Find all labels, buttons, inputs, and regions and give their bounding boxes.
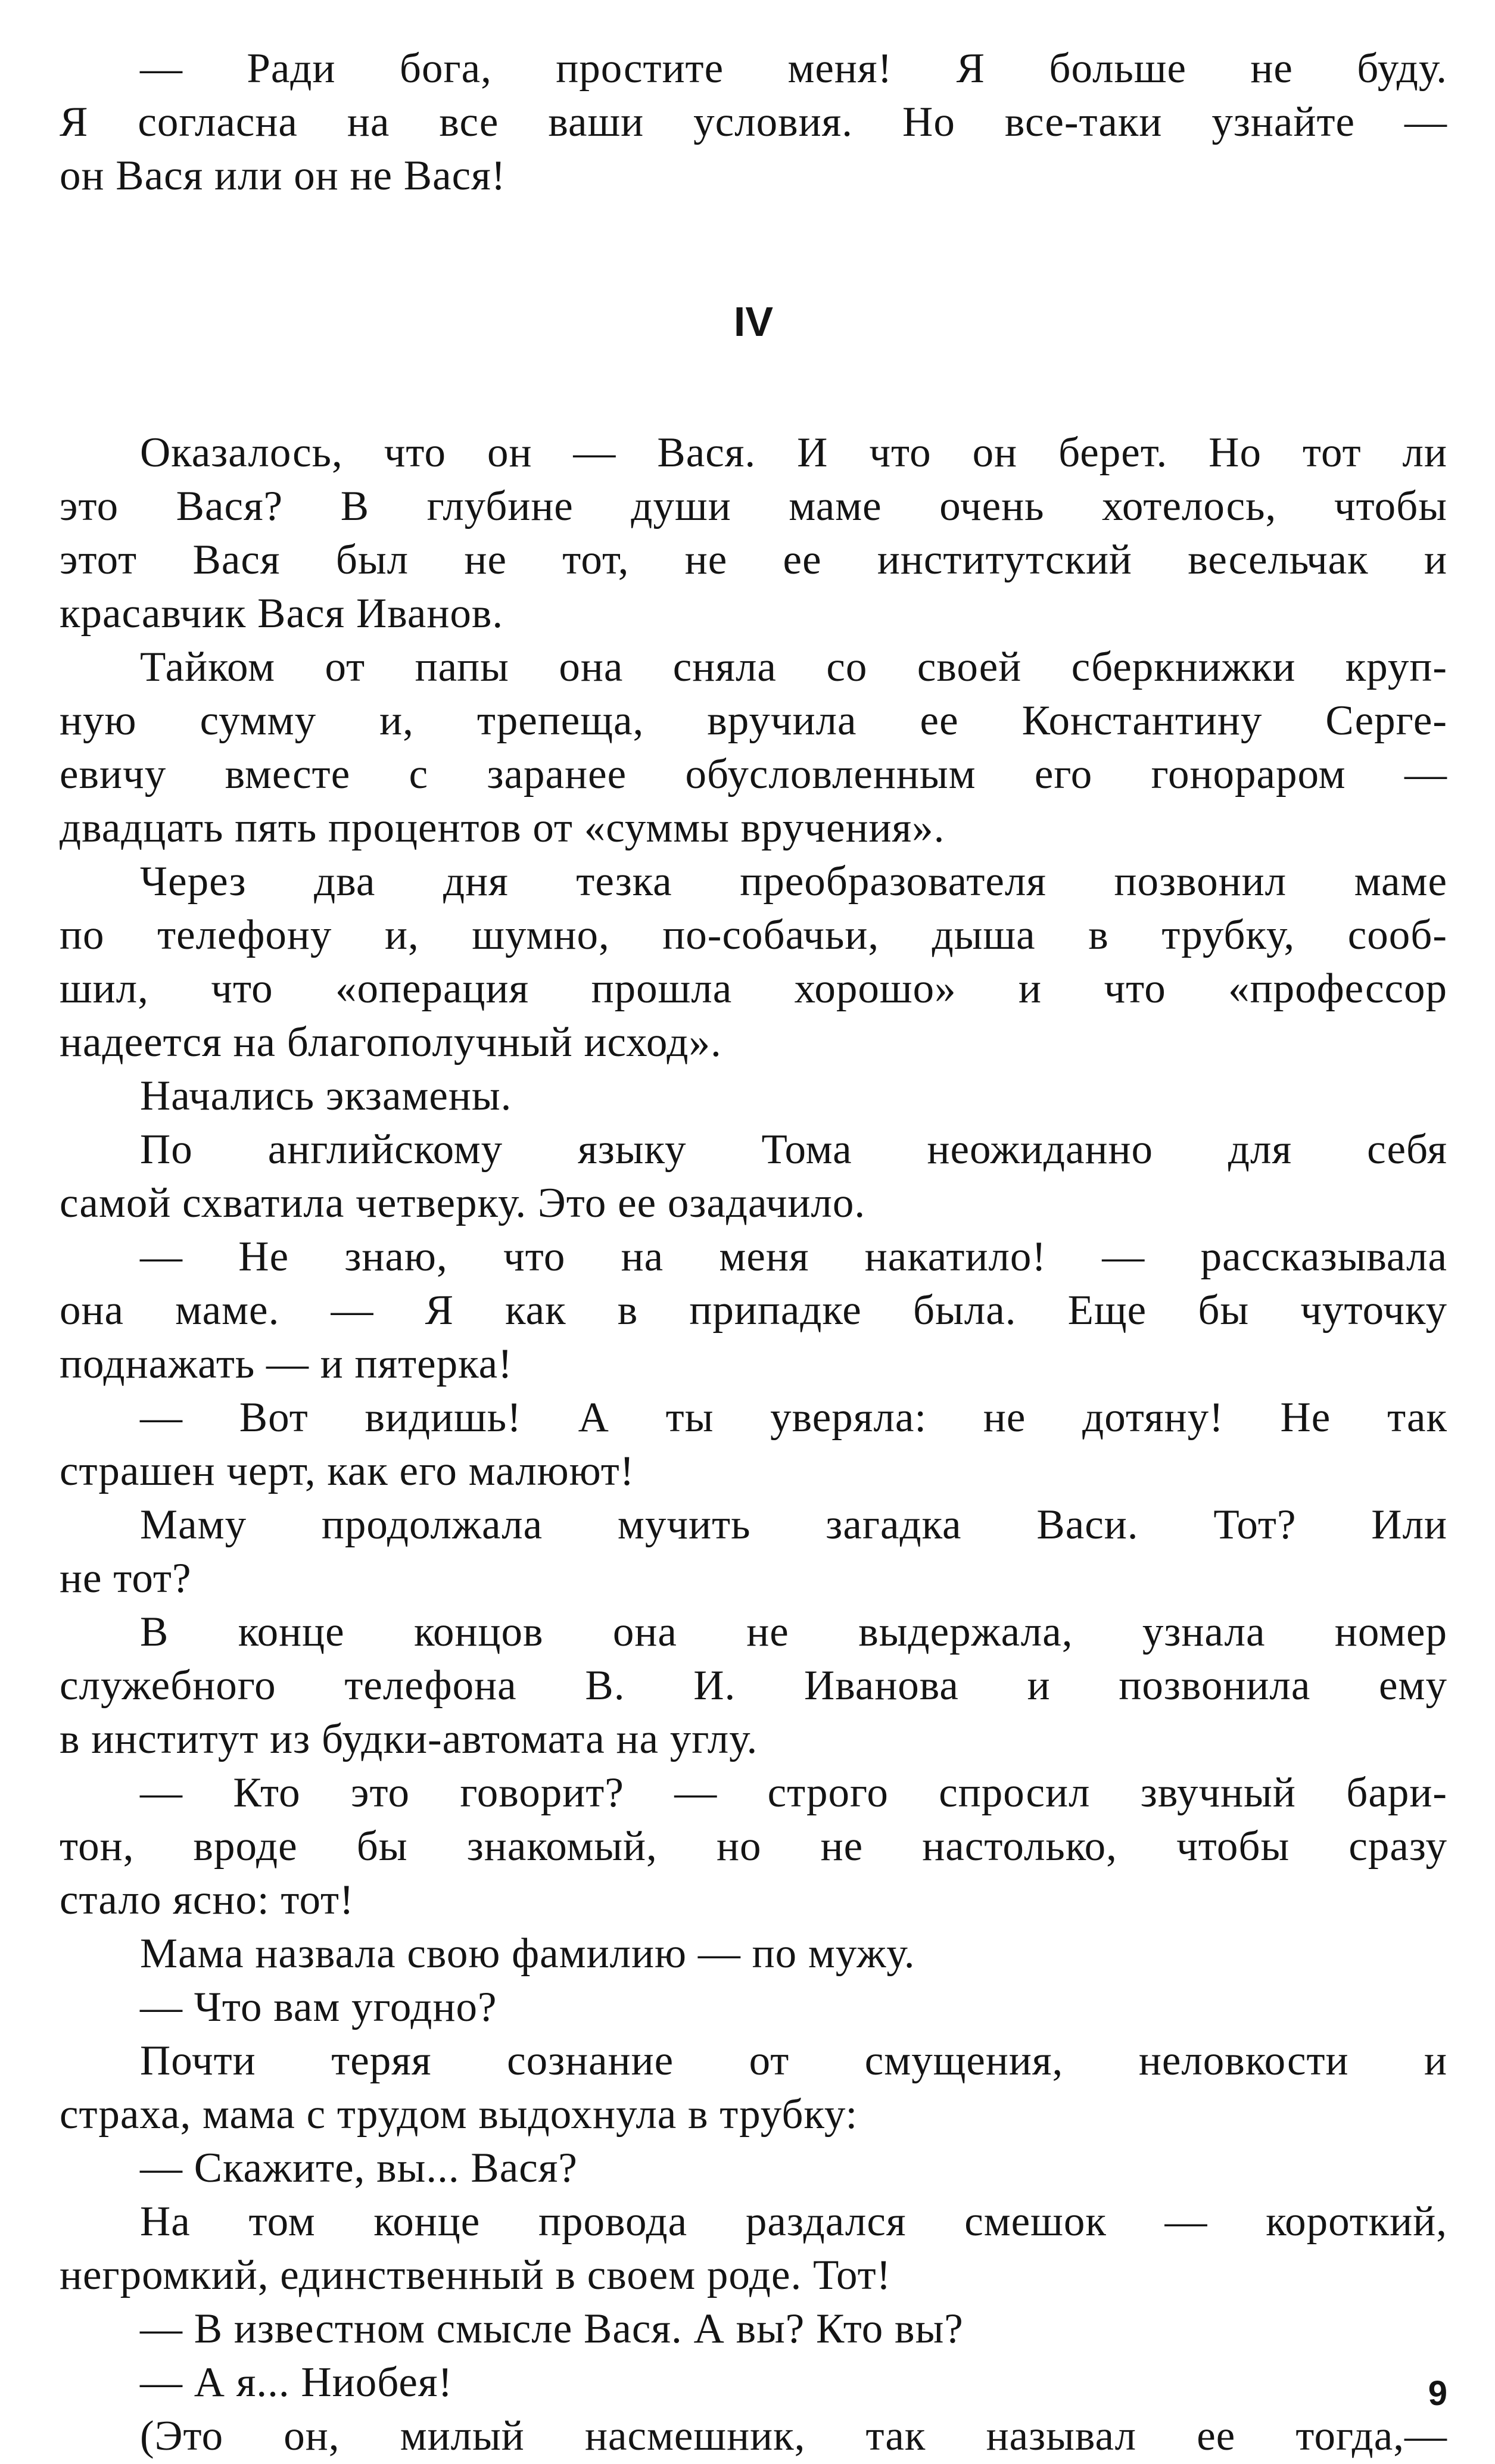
- paragraph-19: [60, 2409, 1447, 2463]
- text-line: ную сумму и, трепеща, вручила ее Константину Серге-: [60, 697, 1447, 744]
- text-line: этот Вася был не тот, не ее институтский весельчак и: [60, 537, 1447, 583]
- text-line: — Ради бога, простите меня! Я больше не буду.: [140, 45, 1447, 92]
- text-line: негромкий, единственный в своем роде. Тот!: [60, 2252, 892, 2298]
- paragraph-2: [60, 426, 1447, 640]
- paragraph-7: [60, 1230, 1447, 1391]
- text-line: страшен черт, как его малюют!: [60, 1448, 635, 1494]
- text-line: не тот?: [60, 1555, 192, 1602]
- text-line: — Что вам угодно?: [140, 1984, 497, 2030]
- text-line: он Вася или он не Вася!: [60, 152, 506, 199]
- text-line: На том конце провода раздался смешок — короткий,: [140, 2198, 1447, 2245]
- text-line: Я согласна на все ваши условия. Но все-таки узнайте —: [60, 99, 1447, 145]
- text-line: Начались экзамены.: [140, 1073, 512, 1119]
- text-line: Через два дня тезка преобразователя позвонил маме: [140, 858, 1447, 905]
- text-line: красавчик Вася Иванов.: [60, 590, 504, 637]
- text-line: — Кто это говорит? — строго спросил звучный бари-: [140, 1770, 1447, 1816]
- text-line: она маме. — Я как в припадке была. Еще бы чуточку: [60, 1287, 1447, 1334]
- paragraph-13: [60, 1980, 1447, 2034]
- text-line: Маму продолжала мучить загадка Васи. Тот? Или: [140, 1502, 1447, 1548]
- text-line: — А я... Ниобея!: [140, 2359, 453, 2406]
- paragraph-14: [60, 2034, 1447, 2141]
- chapter-heading: IV: [733, 298, 774, 345]
- text-line: служебного телефона В. И. Иванова и позвонила ему: [60, 1662, 1447, 1709]
- text-line: в институт из будки-автомата на углу.: [60, 1716, 758, 1762]
- paragraph-8: [60, 1391, 1447, 1498]
- text-line: Почти теряя сознание от смущения, неловкости и: [140, 2038, 1447, 2084]
- paragraph-3: [60, 640, 1447, 855]
- text-line: это Вася? В глубине души маме очень хотелось, чтобы: [60, 483, 1447, 529]
- text-line: Мама назвала свою фамилию — по мужу.: [140, 1930, 915, 1977]
- text-line: В конце концов она не выдержала, узнала номер: [140, 1609, 1447, 1655]
- paragraph-12: [60, 1927, 1447, 1980]
- page-number: 9: [1428, 2374, 1447, 2413]
- text-line: — Скажите, вы... Вася?: [140, 2145, 578, 2191]
- paragraph-6: [60, 1123, 1447, 1230]
- text-line: евичу вместе с заранее обусловленным его гонораром —: [60, 751, 1447, 798]
- text-line: По английскому языку Тома неожиданно для себя: [140, 1126, 1447, 1173]
- paragraph-1: [60, 42, 1447, 203]
- text-line: (Это он, милый насмешник, так называл ее тогда,—: [140, 2413, 1447, 2459]
- paragraph-16: [60, 2195, 1447, 2302]
- paragraph-9: [60, 1498, 1447, 1605]
- text-line: самой схватила четверку. Это ее озадачило.: [60, 1180, 866, 1226]
- book-page: [60, 42, 1447, 2463]
- paragraph-18: [60, 2356, 1447, 2409]
- paragraph-11: [60, 1766, 1447, 1927]
- text-line: — Не знаю, что на меня накатило! — рассказывала: [140, 1233, 1447, 1280]
- paragraph-15: [60, 2141, 1447, 2195]
- text-line: стало ясно: тот!: [60, 1877, 354, 1923]
- text-line: Оказалось, что он — Вася. И что он берет. Но тот ли: [140, 429, 1447, 476]
- text-line: — Вот видишь! А ты уверяла: не дотяну! Не так: [140, 1394, 1447, 1441]
- text-line: Тайком от папы она сняла со своей сберкнижки круп-: [140, 644, 1447, 690]
- text-line: поднажать — и пятерка!: [60, 1341, 513, 1387]
- paragraph-5: [60, 1069, 1447, 1123]
- paragraph-17: [60, 2302, 1447, 2356]
- text-line: двадцать пять процентов от «суммы вручения».: [60, 805, 945, 851]
- text-line: по телефону и, шумно, по-собачьи, дыша в трубку, сооб-: [60, 912, 1447, 958]
- text-line: шил, что «операция прошла хорошо» и что «профессор: [60, 965, 1447, 1012]
- text-line: тон, вроде бы знакомый, но не настолько, чтобы сразу: [60, 1823, 1447, 1870]
- text-line: — В известном смысле Вася. А вы? Кто вы?: [140, 2306, 964, 2352]
- paragraph-10: [60, 1605, 1447, 1766]
- paragraph-4: [60, 855, 1447, 1069]
- text-line: надеется на благополучный исход».: [60, 1019, 722, 1066]
- text-line: страха, мама с трудом выдохнула в трубку:: [60, 2091, 858, 2138]
